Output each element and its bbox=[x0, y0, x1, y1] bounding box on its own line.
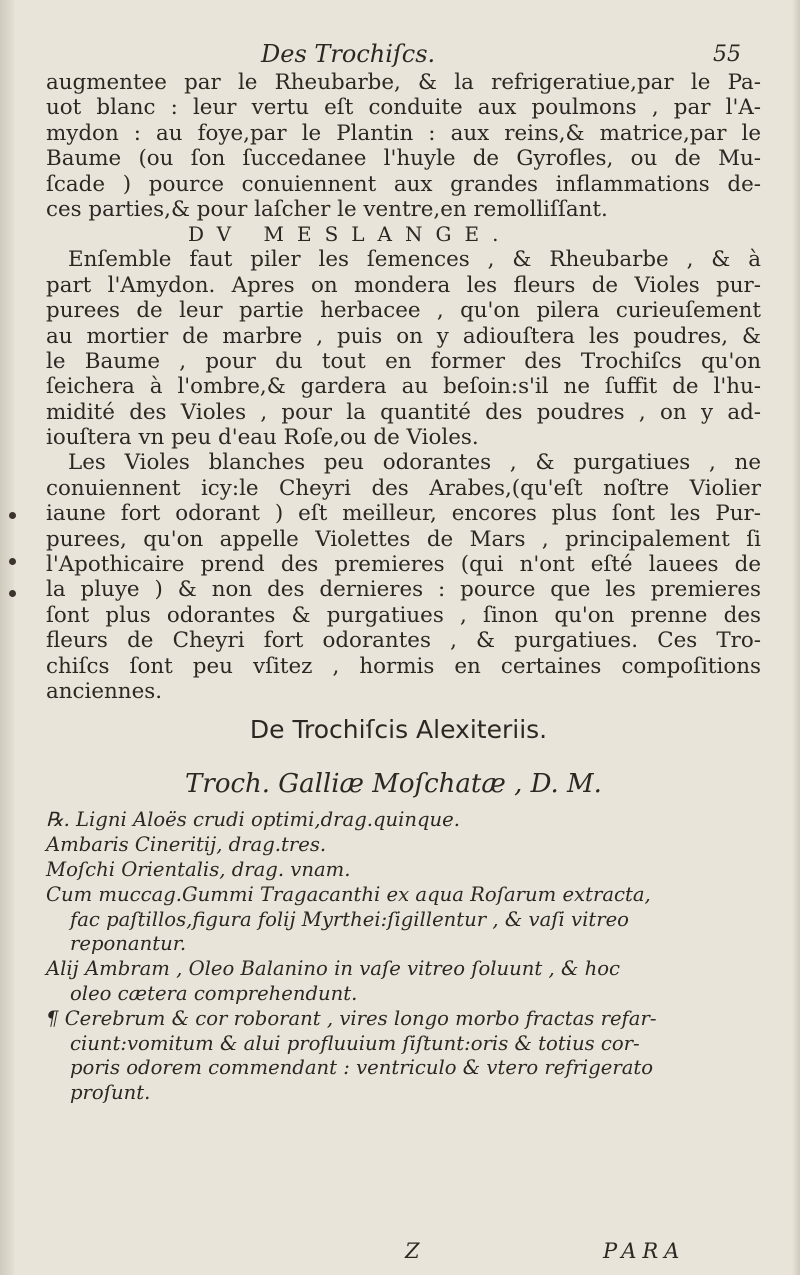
text-line: ſeichera à l'ombre,& gardera au beſoin:s'il ne ſuffit de l'hu- bbox=[46, 374, 761, 400]
recipe-line: oleo cætera comprehendunt. bbox=[70, 981, 358, 1005]
text-line: iaune fort odorant ) eſt meilleur, encores plus ſont les Pur- bbox=[46, 501, 761, 527]
recipe-line: Cum muccag.Gummi Tragacanthi ex aqua Roſarum extracta, bbox=[46, 882, 651, 906]
recipe-line: Moſchi Orientalis, drag. vnam. bbox=[46, 857, 351, 881]
text-line: conuiennent icy:le Cheyri des Arabes,(qu'eſt noſtre Violier bbox=[46, 475, 761, 501]
text-line: purees de leur partie herbacee , qu'on pilera curieuſement bbox=[46, 298, 761, 324]
chapter-heading: De Trochiſcis Alexiteriis. bbox=[249, 715, 548, 745]
text-line: fleurs de Cheyri fort odorantes , & purgatiues. Ces Tro- bbox=[46, 628, 761, 654]
page-edge bbox=[792, 0, 800, 1275]
text-line: augmentee par le Rheubarbe, & la refrigeratiue,par le Pa- bbox=[46, 70, 761, 95]
recipe-line: ℞. Ligni Aloës crudi optimi,drag.quinque. bbox=[46, 808, 460, 832]
page-footer bbox=[0, 1239, 800, 1267]
text-line: le Baume , pour du tout en former des Trochiſcs qu'on bbox=[46, 348, 761, 374]
text-line: l'Apothicaire prend des premieres (qui n'ont eſté lauees de bbox=[46, 552, 761, 578]
recipe-line: ¶ Cerebrum & cor roborant , vires longo morbo fractas refar- bbox=[46, 1006, 657, 1030]
text-line: Enſemble faut piler les ſemences , & Rheubarbe , & à bbox=[68, 247, 761, 273]
recipe-title: Troch. Galliæ Moſchatæ , D. M. bbox=[185, 769, 602, 800]
text-line: midité des Violes , pour la quantité des poudres , on y ad- bbox=[46, 399, 761, 425]
recipe-line: reponantur. bbox=[70, 932, 187, 956]
text-line: chiſcs ſont peu vſitez , hormis en certaines compoſitions bbox=[46, 653, 761, 679]
text-line: uot blanc : leur vertu eſt conduite aux poulmons , par l'A- bbox=[46, 95, 761, 121]
page-text bbox=[46, 40, 761, 1106]
text-line: la pluye ) & non des dernieres : pource que les premieres bbox=[46, 577, 761, 603]
recipe-line: ciunt:vomitum & alui profluuium ſiſtunt:oris & totius cor- bbox=[70, 1031, 640, 1055]
text-line: iouſtera vn peu d'eau Roſe,ou de Violes. bbox=[46, 425, 479, 451]
text-line: Les Violes blanches peu odorantes , & purgatiues , ne bbox=[68, 450, 761, 476]
paragraph-3 bbox=[46, 450, 761, 704]
recipe-line: Alij Ambram , Oleo Balanino in vaſe vitreo ſoluunt , & hoc bbox=[46, 957, 621, 981]
page-gutter bbox=[0, 0, 14, 1275]
margin-mark bbox=[9, 558, 16, 565]
paragraph-1 bbox=[46, 70, 761, 222]
running-title: Des Trochiſcs. bbox=[261, 40, 436, 68]
text-line: anciennes. bbox=[46, 678, 162, 704]
text-line: ſont plus odorantes & purgatiues , ſinon qu'on prenne des bbox=[46, 602, 761, 628]
recipe-line: Ambaris Cineritij, drag.tres. bbox=[46, 833, 327, 857]
running-head bbox=[46, 40, 761, 70]
text-line: purees, qu'on appelle Violettes de Mars , principalement ſi bbox=[46, 526, 761, 552]
signature-mark: Z bbox=[405, 1239, 420, 1263]
catchword: PARA bbox=[603, 1239, 686, 1263]
margin-mark bbox=[9, 512, 16, 519]
text-line: ſcade ) pource conuiennent aux grandes inflammations de- bbox=[46, 171, 761, 197]
margin-mark bbox=[9, 590, 16, 597]
recipe-list bbox=[46, 808, 761, 1106]
text-line: mydon : au foye,par le Plantin : aux reins,& matrice,par le bbox=[46, 120, 761, 146]
text-line: au mortier de marbre , puis on y adiouſtera les poudres, & bbox=[46, 323, 761, 349]
paragraph-2 bbox=[46, 247, 761, 450]
text-line: part l'Amydon. Apres on mondera les fleurs de Violes pur- bbox=[46, 272, 761, 298]
page-number: 55 bbox=[713, 42, 741, 67]
recipe-line: poris odorem commendant : ventriculo & vtero refrigerato bbox=[70, 1056, 654, 1080]
recipe-line: proſunt. bbox=[70, 1081, 151, 1105]
text-line: ces parties,& pour laſcher le ventre,en remolliſſant. bbox=[46, 196, 608, 222]
text-line: Baume (ou ſon ſuccedanee l'huyle de Gyrofles, ou de Mu- bbox=[46, 146, 761, 172]
recipe-line: fac paſtillos,figura folij Myrthei:ſigillentur , & vaſi vitreo bbox=[70, 907, 629, 931]
section-heading: DV MESLANGE. bbox=[188, 222, 512, 247]
